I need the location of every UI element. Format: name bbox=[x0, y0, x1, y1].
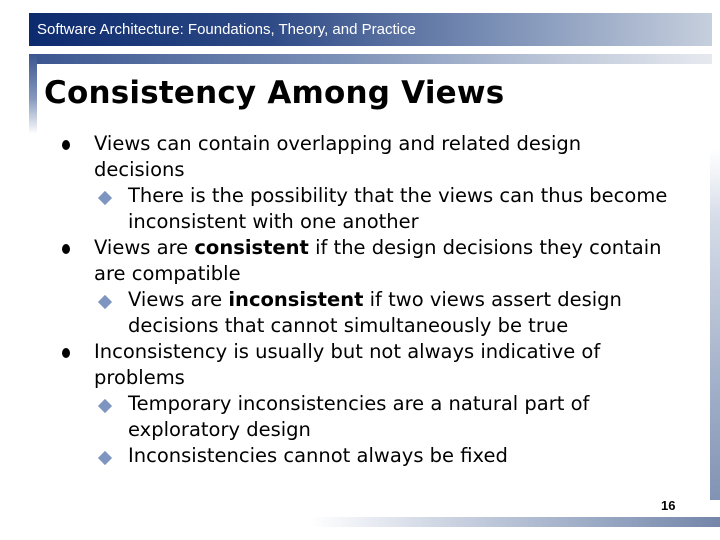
sub-bullet-item bbox=[60, 391, 670, 443]
diamond-bullet-icon bbox=[98, 399, 112, 413]
slide-content bbox=[60, 131, 670, 469]
bullet-text-pre: Views are bbox=[94, 236, 195, 259]
decorative-frame-bottom bbox=[310, 517, 720, 527]
filled-circle-bullet-icon bbox=[62, 140, 70, 150]
sub-bullet-item bbox=[60, 183, 670, 235]
bullet-text: Inconsistency is usually but not always indicative of problems bbox=[94, 340, 601, 389]
bullet-text-emphasis: consistent bbox=[194, 236, 309, 259]
diamond-bullet-icon bbox=[98, 451, 112, 465]
header-bar bbox=[29, 13, 712, 46]
bullet-text: Views can contain overlapping and related design decisions bbox=[94, 132, 582, 181]
sub-bullet-item bbox=[60, 287, 670, 339]
bullet-item bbox=[60, 339, 670, 391]
diamond-bullet-icon bbox=[98, 191, 112, 205]
page-number: 16 bbox=[661, 498, 676, 513]
filled-circle-bullet-icon bbox=[62, 348, 70, 358]
sub-bullet-text-pre: Views are bbox=[128, 288, 229, 311]
decorative-frame-top bbox=[29, 54, 712, 64]
bullet-item bbox=[60, 131, 670, 183]
filled-circle-bullet-icon bbox=[62, 244, 70, 254]
sub-bullet-text-post: if two views assert design decisions that cannot simultaneously be true bbox=[128, 288, 622, 337]
sub-bullet-text: Temporary inconsistencies are a natural part of exploratory design bbox=[128, 392, 590, 441]
sub-bullet-text: There is the possibility that the views can thus become inconsistent with one another bbox=[128, 184, 668, 233]
course-title: Software Architecture: Foundations, Theory, and Practice bbox=[37, 21, 416, 38]
bullet-item bbox=[60, 235, 670, 287]
sub-bullet-text: Inconsistencies cannot always be fixed bbox=[128, 444, 508, 467]
sub-bullet-text-emphasis: inconsistent bbox=[228, 288, 364, 311]
decorative-frame-right bbox=[710, 150, 720, 500]
slide-title: Consistency Among Views bbox=[44, 75, 505, 111]
diamond-bullet-icon bbox=[98, 295, 112, 309]
decorative-frame-left bbox=[29, 54, 37, 134]
sub-bullet-item bbox=[60, 443, 670, 469]
bullet-text-post: if the design decisions they contain are compatible bbox=[94, 236, 662, 285]
